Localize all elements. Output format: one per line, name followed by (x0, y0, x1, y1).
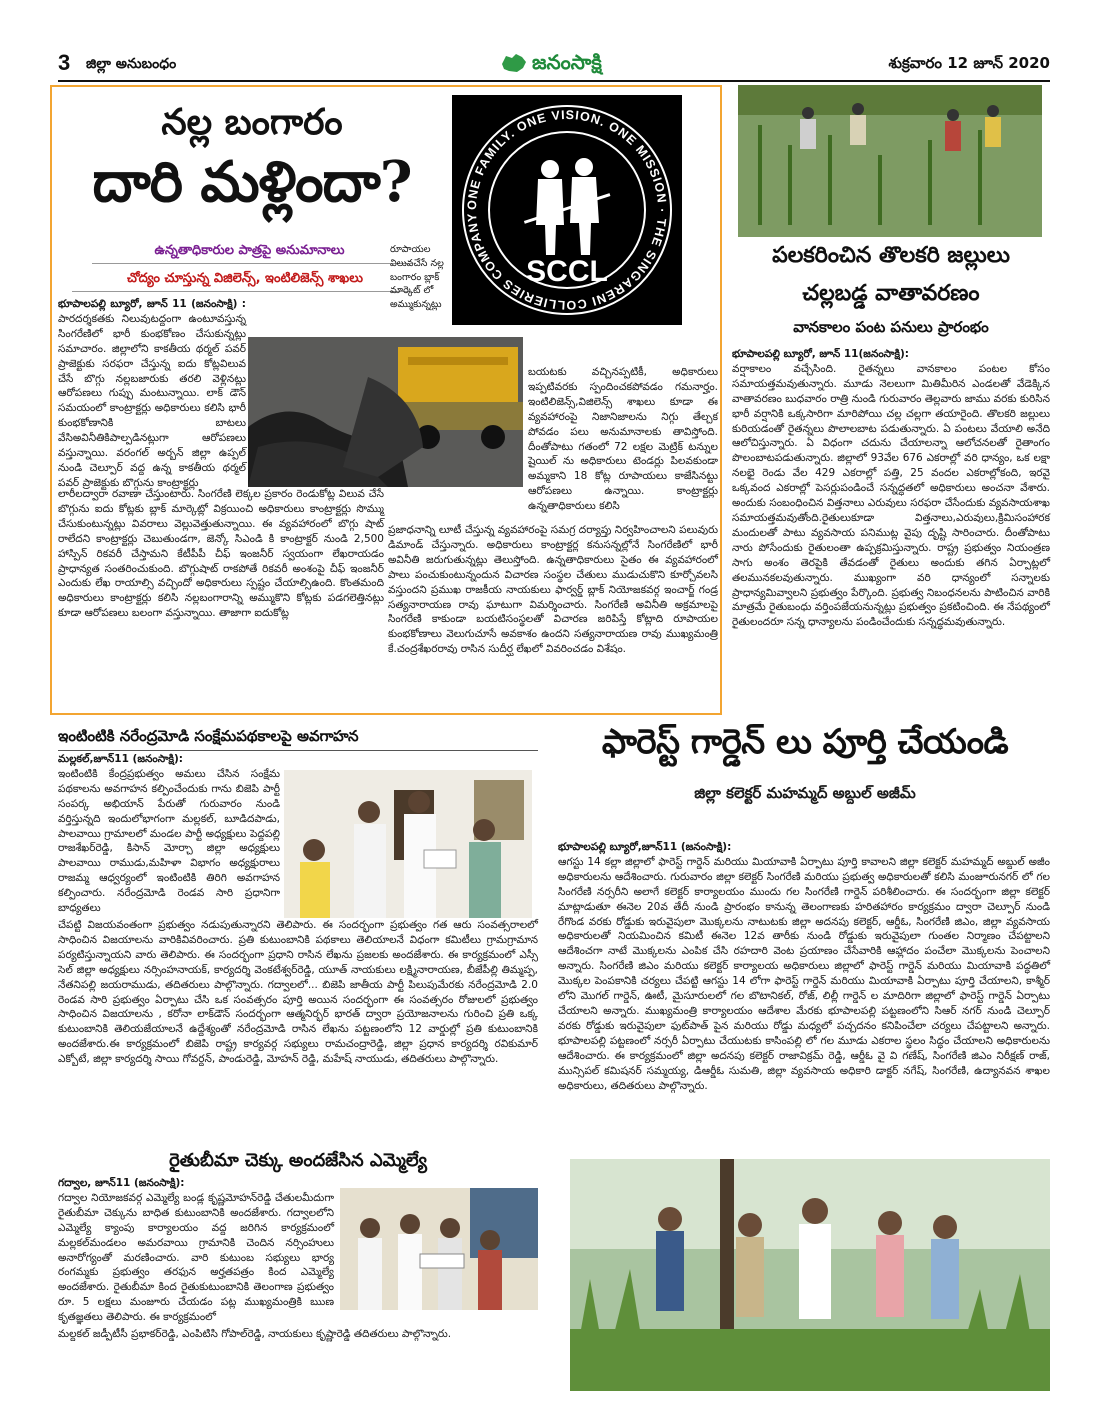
sccl-logo (452, 95, 682, 325)
sccl-logo-text: SCCL (526, 255, 608, 288)
lead-subheadline-2: చోద్యం చూస్తున్న విజిలెన్స్, ఇంటిలిజెన్స్ శాఖలు (127, 271, 363, 286)
bima-cheque-photo (340, 1188, 538, 1310)
bima-headline: రైతుబీమా చెక్కు అందజేసిన ఎమ్మెల్యే (169, 1150, 427, 1171)
lead-dateline: భూపాలపల్లి బ్యూరో, జూన్ 11 (జనంసాక్షి) : (58, 298, 246, 310)
lead-column-3: లారీలద్వారా రవాణా చేస్తుంటారు. సింగరేణి లెక్కల ప్రకారం రెండుకోట్ల విలువ చేసే బొగ్గును ఐదు కోట్లకు బ్లాక్ మార్కెట్లో విక్రయించి అధికారులు కాంట్రాక్టర్లు సొమ్ము చేసుకుంటున్నట్లు వివరాలు వెల్లువెత్తుతున్నాయి. ఈ వ్యవహారంలో బొగ్గు షాట్ రాలేదని కాంట్రాక్టర్లు చెబుతుండగా, జెన్కో సిఎండి కి కాంట్రాక్టర్ నుండి 2,500 హాస్పిన్ రికవరీ చేస్తామని కేటీపీపీ చీఫ్ ఇంజనీర్ స్వయంగా లేఖరాయడం ప్రాధాన్యత సంతరించుకుంది. బొగ్గుషాట్ రాకపోతే రికవరీ అంశంపై చీఫ్ ఇంజనీర్ ఎందుకు లేఖ రాయాల్సి వచ్చిందో అధికారులు స్పష్టం చేయాల్సిఉంది. కొంతమంది అధికారులు కాంట్రాక్టర్లు కలిసి నల్లబంగారాన్ని అమ్ముకొని కోట్లకు పడగలెత్తినట్లు కూడా ఆరోపణలు బలంగా వస్తున్నాయి. తాజాగా ఐదుకోట్ల (58, 488, 384, 620)
bima-column-text: గద్వాల నియోజకవర్గ ఎమ్మెల్యే బండ్ల కృష్ణమోహన్‌రెడ్డి చేతులమీదుగా రైతుబీమా చెక్కును బాధిత కుటుంబానికి అందజేశారు. గద్వాలలోని ఎమ్మెల్యే క్యాంపు కార్యాలయం వద్ద జరిగిన కార్యక్రమంలో మల్లకల్‌మండలం అమరవాయి గ్రామానికి చెందిన నర్సింహులు అనారోగ్యంతో మరణించారు. వారి కుటుంబ సభ్యులు భార్య రంగమ్మకు ప్రభుత్వం తరఫున అర్హతపత్రం కింద ఎమ్మెల్యే అందజేశారు. రైతుబీమా కింద రైతుకుటుంబానికి తెలంగాణ ప్రభుత్వం రూ. 5 లక్షలు మంజూరు చేయడం పట్ల ముఖ్యమంత్రికి ఋణ కృతజ్ఞతలు తెలిపారు. ఈ కార్యక్రమంలో (58, 1191, 334, 1324)
sccl-ring-text: ONE FAMILY. ONE VISION. ONE MISSION · THE SINGARENI COLLIERIES COMPANY (464, 107, 670, 313)
lead-column-1-text: పారదర్శకతకు నిలువుటద్దంగా ఉంటూవస్తున్న సింగరేణిలో భారీ కుంభకోణం చేసుకున్నట్లు సమాచారం. జిల్లాలోని కాకతీయ థర్మల్ పవర్ ప్రాజెక్టుకు సరఫరా చేస్తున్న ఐదు కోట్లవిలువ చేసే బొగ్గు నల్లబజారుకు తరలి వెళ్లినట్లు ఆరోపణలు గుప్పు మంటున్నాయి. లాక్ డౌన్ సమయంలో కాంట్రాక్టర్లు అధికారులు కలిసి భారీ కుంభకోణానికి బాటలు వేసిఅవినీతికిపాల్పడినట్లుగా ఆరోపణలు వస్తున్నాయి. వరంగల్ అర్బన్ జిల్లా ఉప్పల్ నుండి చెల్పూర్ వద్ద ఉన్న కాకతీయ థర్మల్ పవర్ ప్రాజెక్టుకు బొగ్గును కాంట్రాక్టర్లు (58, 312, 246, 489)
issue-date: శుక్రవారం 12 జూన్ 2020 (888, 54, 1050, 72)
forest-story-text: ఆగస్టు 14 కల్లా జిల్లాలో ఫారెస్ట్ గార్డెన్ మరియు మియావాకి ఏర్పాటు పూర్తి కావాలని జిల్లా కలెక్టర్ మహమ్మద్ అబ్దుల్ అజీం అధికారులను ఆదేశించారు. గురువారం జిల్లా కలెక్టర్ సింగరేణి మరియు ప్రభుత్వ అధికారులతో కలిసి మంజూరునగర్ లో గల సింగరేణి నర్సరీని అలాగే కలెక్టర్ కార్యాలయం ముందు గల సింగరేణి గార్డెన్ పరిశీలించారు. ఈ సందర్భంగా జిల్లా కలెక్టర్ మాట్లాడుతూ ఈనెల 20వ తేదీ నుండి ప్రారంభం కానున్న తెలంగాణకు హరితహారం కార్యక్రమం ద్వారా చెల్పూర్ నుండి రేగొండ వరకు రోడ్డుకు ఇరువైపులా మొక్కలను నాటుటకు జిల్లా అదనపు కలెక్టర్, ఆర్డీఓ, సింగరేణి జిఎం, జిల్లా వ్యవసాయ అధికారులతో నియమించిన కమిటీ ఈనెల 12వ తారీకు నుండి రోడ్డుకు ఇరువైపులా గుంతల నిర్మాణం చేపట్టాలని ఆదేశించగా నాటే మొక్కలను ఎంపిక చేసి రహదారి వెంట ప్రయాణం చేసేవారికి ఆహ్లాదం పంచేలా మొక్కలను పెంచాలని అన్నారు. సింగరేణి జిఎం మరియు కలెక్టర్ కార్యాలయ అధికారులు జిల్లాలో ఫారెస్ట్ గార్డెన్ మరియు మియావాకి పద్ధతిలో మొక్కల పెంపకానికి చర్యలు చేపట్టి ఆగస్టు 14 లోగా ఫారెస్ట్ గార్డెన్ మరియు మియావాకి ఏర్పాటు పూర్తి చేయాలని, కాశ్మీర్ లోని మొగల్ గార్డెన్, ఊటీ, మైసూరులలో గల బొటానికల్, రోజ్, లిల్లీ గార్డెన్ ల మాదిరిగా జిల్లాలో ఫారెస్ట్ గార్డెన్ ఏర్పాటు చేయాలని అన్నారు. ముఖ్యమంత్రి కార్యాలయం ఆదేశాల మేరకు భూపాలపల్లి పట్టణంలోని సిఆర్ నగర్ నుండి చెల్పూర్ వరకు రోడ్డుకు ఇరువైపులా ఫుట్‌పాత్ పైన మరియు రోడ్డు మధ్యలో పచ్చదనం కనిపించేలా చర్యలు చేపట్టాలని అన్నారు. భూపాలపల్లి పట్టణంలో నర్సరీ ఏర్పాటు చేయుటకు కాసింపల్లి లో గల మూడు ఎకరాల స్థలం సిద్ధం చేయాలని అధికారులను ఆదేశించారు. ఈ కార్యక్రమంలో జిల్లా అదనపు కలెక్టర్ రాజావిక్రమ్ రెడ్డి, ఆర్డీఓ వై వి గణేష్, సింగరేణి జిఎం నిరీక్షణ్ రాజ్, మున్సిపల్ కమిషనర్ సమ్మయ్య, డిఆర్డీఓ సుమతి, జిల్లా వ్యవసాయ అధికారి డాక్టర్ నగేష్, సింగరేణి, ఉద్యానవన శాఖల అధికారులు, తదితరులు పాల్గొన్నారు. (558, 855, 1050, 1092)
forest-subheadline: జిల్లా కలెక్టర్ మహమ్మద్ అబ్దుల్ అజీమ్ (694, 784, 916, 802)
bima-story-body: మల్దకల్ జడ్పీటీసీ ప్రభాకర్‌రెడ్డి, ఎంపిటిసి గోపాల్‌రెడ్డి, నాయకులు కృష్ణారెడ్డి తదితరులు పాల్గొన్నారు. (58, 1328, 452, 1340)
telangana-map-logo-icon (500, 52, 528, 74)
masthead-name: జనంసాక్షి (532, 50, 602, 74)
modi-column-text: ఇంటింటికి కేంద్రప్రభుత్వం అమలు చేసిన సంక్షేమ పథకాలను అవగాహన కల్పించేందుకు గాను బిజెపి పార్టీ సంపర్క అభియాన్ పేరుతో గురువారం నుండి వర్తిస్తున్నది ఇందులోభాగంగా మల్లకల్, బూడిదపాడు, పాలవాయి గ్రామాలలో మండల పార్టీ అధ్యక్షులు పెద్దపల్లి రాజశేఖర్‌రెడ్డి, కిసాన్ మోర్చా జిల్లా అధ్యక్షులు పాలవాయి రాముడు,మహిళా విభాగం అధ్యక్షురాలు రాజమ్మ ఆధ్వర్యంలో ఇంటింటికి తిరిగి అవగాహన కల్పించారు. నరేంద్రమోడి రెండవ సారి ప్రధానిగా బాధ్యతలు (58, 767, 280, 915)
forest-story-body (558, 840, 1050, 1093)
coal-truck-photo (248, 337, 523, 487)
rain-story-body (732, 347, 1050, 630)
rain-headline-line1: పలకరించిన తొలకరి జల్లులు (772, 242, 1010, 268)
masthead (500, 48, 680, 78)
forest-headline: ఫారెస్ట్ గార్డెన్ లు పూర్తి చేయండి (601, 722, 1009, 762)
subheadline-divider (72, 291, 412, 292)
lead-column-1 (58, 297, 246, 491)
lead-subheadline-1: ఉన్నతాధికారుల పాత్రపై అనుమానాలు (154, 243, 345, 258)
lead-side-note: రూపాయల విలువచేసే నల్ల బంగారం బ్లాక్ మార్కెట్ లో అమ్ముకున్నట్లు (390, 244, 444, 311)
bima-column (58, 1176, 334, 1325)
lead-column-4: ప్రజాధనాన్ని లూటీ చేస్తున్న వ్యవహారంపై సమగ్ర దర్యాప్తు నిర్వహించాలని పలువురు డిమాండ్ చేస్తున్నారు. అధికారులు కాంట్రాక్టర్ల కనుసన్నల్లోనే సింగరేణిలో భారీ అవినీతి జరుగుతున్నట్లు తెలుస్తోంది. ఉన్నతాధికారులు సైతం ఈ వ్యవహారంలో పాలు పంచుకుంటున్నందున విచారణ సంస్థల చేతులు ముడుచుకొని కూర్చోవలసి వస్తుందని ప్రముఖ రాజకీయ నాయకులు ఫార్వర్డ్ బ్లాక్ నియోజకవర్గ ఇంచార్జ్ గండ్ర సత్యనారాయణ రావు ఘాటుగా విమర్శించారు. సింగరేణి అవినీతి అక్రమాలపై సింగరేణి కాకుండా బయటిసంస్థలతో విచారణ జరిపిస్తే కోట్లాది రూపాయల కుంభకోణాలు వెలుగుచూసే అవకాశం ఉందని సత్యనారాయణ రావు ముఖ్యమంత్రి కే.చంద్రశేఖరరావు రాసిన సుదీర్ఘ లేఖలో వివరించడం విశేషం. (388, 524, 718, 656)
rain-story-text: వర్షాకాలం వచ్చేసింది. రైతన్నలు వానకాలం పంటల కోసం సమాయత్తమవుతున్నారు. మూడు నెలలుగా మితిమీరిన ఎండలతో వేడెక్కిన వాతావరణం బుధవారం రాత్రి నుండి గురువారం తెల్లవారు జాము వరకు కురిసిన భారీ వర్షానికి ఒక్కసారిగా మారిపోయి చల్ల చల్లగా తయారైంది. తొలకరి జల్లులు కురియడంతో రైతన్నలు పొలాలబాట పడుతున్నారు. ఏ పంటలు వేయాలి అనేది ఆలోచిస్తున్నారు. ఏ విధంగా చదును చేయాలన్నా ఆలోచనలతో రైతాంగం పొలంబాటపడుతున్నారు. జిల్లాలో 93వేల 676 ఎకరాల్లో వరి ధాన్యం, ఒక లక్షా నలభై రెండు వేల 429 ఎకరాల్లో పత్తి, 25 వందల ఎకరాల్లోకంది, ఇరవై ఒక్కవంద ఎకరాల్లో పెసర్లుపండించే సన్నద్ధతలో అధికారులు అంచనా వేశారు. అందుకు సంబంధించిన విత్తనాలు ఎరువులు సరఫరా చేసేందుకు వ్యవసాయశాఖ సమాయత్తమవుతోంది.రైతులుకూడా విత్తనాలు,ఎరువులు,క్రిమిసంహారక మందులతో పాటు వ్యవసాయ పనిముట్ల వైపు దృష్టి సారించారు. దీంతోపాటు నారు పోసేందుకు రైతులంతా ఉప్పక్రమిస్తున్నారు. రాష్ట్ర ప్రభుత్వం నియంత్రణ సాగు అంశం తెరపైకి తేవడంతో రైతులు అందుకు తగిన ఏర్పాట్లలో తలమునకలవుతున్నారు. ముఖ్యంగా వరి ధాన్యంలో సన్నాలకు ప్రాధాన్యమివ్వాలని ప్రభుత్వం పేర్కొంది. ప్రభుత్వ నిబంధనలను పాటించిన వారికి మాత్రమే రైతుబంధు వర్తింపజేయనున్నట్లు ప్రభుత్వం ప్రకటించింది. ఈ నేపథ్యంలో రైతులందరూ సన్న ధాన్యాలను పండించేందుకు సన్నద్ధమవుతున్నారు. (732, 362, 1050, 629)
modi-story-body: చేపట్టి విజయవంతంగా ప్రభుత్వం నడుపుతున్నారని తెలిపారు. ఈ సందర్భంగా ప్రభుత్వం గత ఆరు సంవత్సరాలలో సాధించిన విజయాలను వారికివివరించారు. ప్రతి కుటుంబానికి పథకాలు తెలియాలనే విధంగా కమిటీలు గ్రామగ్రామాన పర్యటిస్తున్నాయని వారు తెలిపారు. ఈ సందర్భంగా ప్రధాని రాసిన లేఖను ప్రజలకు అందజేశారు. ఈ కార్యక్రమంలో ఎస్సీ సెల్ జిల్లా అధ్యక్షులు నర్సింహనాయక్, కార్యదర్శి వెంకటేశ్వర్‌రెడ్డి, యూత్ నాయకులు లక్ష్మినారాయణ, బీజేపీల్లి తిమ్మప్ప, నేతనిపల్లి జయరాముడు, తదితరులు పాల్గొన్నారు. గద్వాలలో... బిజెపి జాతీయ పార్టీ పిలుపుమేరకు నరేంద్రమోడి 2.0 రెండవ సారి ప్రభుత్వం ఏర్పాటు చేసి ఒక సంవత్సరం పూర్తి అయిన సందర్భంగా ఈ సంవత్సరం రోజులలో ప్రభుత్వం సాధించిన విజయాలను , కరోనా లాక్‌డౌన్ సందర్భంగా ఆత్మనిర్భర్ భారత్ ద్వారా ప్రయోజనాలను గురించి ప్రతి ఒక్క కుటుంబానికి తెలియజేయాలనే ఉద్దేశ్యంతో నరేంద్రమోడి రాసిన లేఖను పట్టణంలోని 12 వార్డుల్లో ప్రతి కుటుంబానికి అందజేశారు.ఈ కార్యక్రమంలో బిజెపి రాష్ట్ర కార్యవర్గ సభ్యులు రామచంద్రారెడ్డి, జిల్లా ప్రధాన కార్యదర్శి రవికుమార్ ఎక్బోటే, జిల్లా కార్యదర్శి సాయి గోవర్దన్, పాండురెడ్డి, మోహన్ రెడ్డి, మహేష్ నాయుడు, తదితరులు పాల్గొన్నారు. (58, 919, 538, 1066)
modi-column (58, 752, 280, 916)
section-name: జిల్లా అనుబంధం (86, 56, 177, 72)
lead-column-2: బయటకు వచ్చినప్పటికీ, అధికారులు ఇప్పటివరకు స్పందించకపోవడం గమనార్హం. ఇంటిలిజెన్స్,విజిలెన్స్ శాఖలు కూడా ఈ వ్యవహారంపై నిజానిజాలను నిగ్గు తేల్చక పోవడం పలు అనుమానాలకు తావిస్తోంది. దీంతోపాటు గతంలో 72 లక్షల మెట్రిక్ టన్నుల షైయిల్ ను అధికారులు టెండర్లు పిలవకుండా అమ్మకాని 18 కోట్ల రూపాయలు కాజేసినట్టు ఆరోపణలు ఉన్నాయి. కాంట్రాక్టర్లు ఉన్నతాధికారులు కలిసి (528, 366, 718, 513)
forest-inspection-photo (570, 1159, 1050, 1391)
forest-dateline: భూపాలపల్లి బ్యూరో,జూన్11 (జనంసాక్షి): (558, 841, 732, 853)
paddy-field-photo (738, 85, 1042, 237)
modi-event-photo (284, 770, 532, 918)
rain-headline-line2: చల్లబడ్డ వాతావరణం (802, 280, 980, 306)
bima-dateline: గద్వాల, జూన్11 (జనంసాక్షి): (58, 1177, 185, 1189)
page-number: 3 (58, 50, 71, 75)
modi-headline-divider (58, 750, 538, 751)
modi-dateline: మల్లకల్,జూన్11 (జనంసాక్షి): (58, 753, 183, 765)
lead-story-box (50, 85, 722, 715)
rain-subheadline: వానకాలం పంట పనులు ప్రారంభం (793, 318, 989, 336)
modi-headline: ఇంటింటికి నరేంద్రమోడి సంక్షేమపథకాలపై అవగాహన (58, 727, 359, 745)
lead-headline-line2: దారి మళ్లిందా? (92, 149, 412, 215)
sccl-emblem-icon (452, 95, 682, 325)
page-header (58, 48, 1050, 82)
rain-dateline: భూపాలపల్లి బ్యూరో, జూన్ 11(జనంసాక్షి): (732, 348, 909, 360)
subheadline-divider (92, 263, 412, 264)
lead-headline-line1: నల్ల బంగారం (161, 101, 343, 143)
